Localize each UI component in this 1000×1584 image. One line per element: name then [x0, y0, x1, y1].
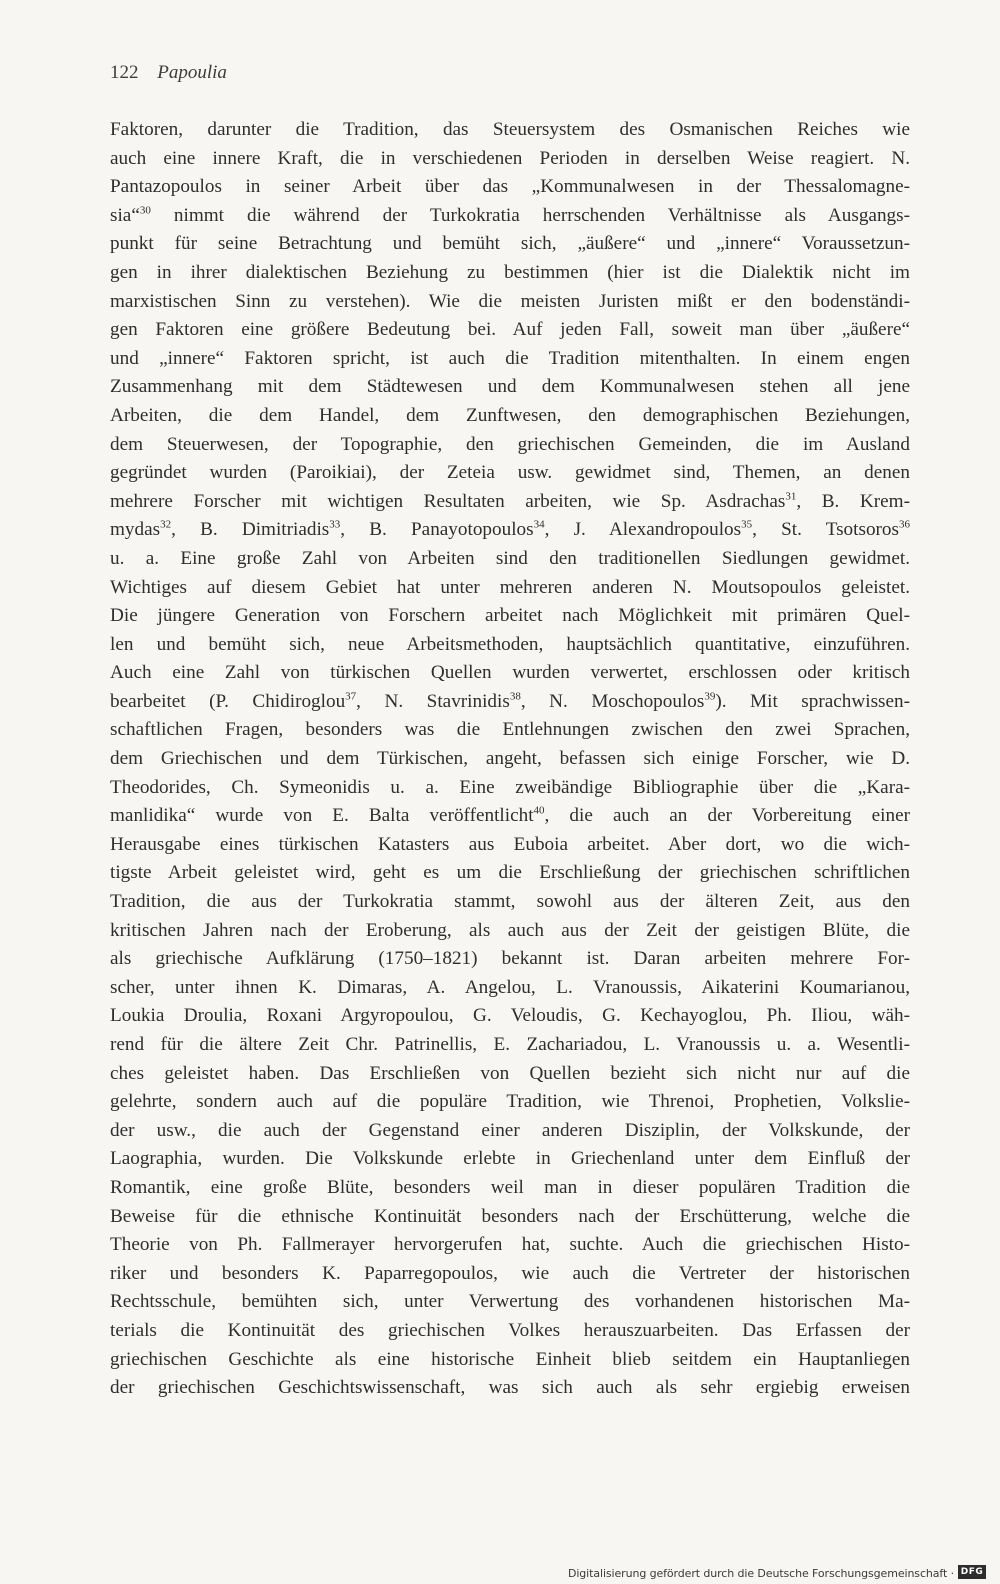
- text-line: [110, 1174, 910, 1203]
- text-line: [110, 917, 910, 946]
- text-run: dem Steuerwesen, der Topographie, den griechischen Gemeinden, die im Ausland: [110, 433, 910, 455]
- text-run: gen Faktoren eine größere Bedeutung bei. Auf jeden Fall, soweit man über „äußere“: [110, 319, 910, 341]
- footnote-marker: 39: [704, 690, 716, 703]
- text-run: mydas: [110, 519, 161, 541]
- text-run: terials die Kontinuität des griechischen Volkes herauszuarbeiten. Das Erfassen der: [110, 1319, 910, 1341]
- text-line: [110, 145, 910, 174]
- text-line: [110, 716, 910, 745]
- text-line: [110, 1231, 910, 1260]
- digitization-credit: Digitalisierung gefördert durch die Deutsche Forschungsgemeinschaft ·: [567, 1567, 954, 1580]
- text-line: [110, 831, 910, 860]
- text-line: [110, 1145, 910, 1174]
- text-line: [110, 888, 910, 917]
- footnote-marker: 36: [899, 518, 910, 531]
- text-line: [110, 659, 910, 688]
- text-run: ). Mit sprachwissen-: [715, 690, 911, 712]
- text-line: [110, 631, 910, 660]
- text-line: [110, 202, 910, 231]
- text-run: Tradition, die aus der Turkokratia stammt, sowohl aus der älteren Zeit, aus den: [110, 891, 910, 913]
- text-run: , J. Alexandropoulos: [544, 519, 742, 541]
- text-line: [110, 488, 910, 517]
- text-run: griechischen Geschichte als eine historische Einheit blieb seitdem ein Hauptanliegen: [110, 1348, 910, 1370]
- footnote-marker: 32: [160, 518, 172, 531]
- text-run: der griechischen Geschichtswissenschaft, was sich auch als sehr ergiebig erweisen: [110, 1377, 910, 1399]
- text-line: [110, 1374, 910, 1403]
- text-line: [110, 1088, 910, 1117]
- text-line: [110, 859, 910, 888]
- text-run: Rechtsschule, bemühten sich, unter Verwertung des vorhandenen historischen Ma-: [110, 1291, 910, 1313]
- text-line: [110, 945, 910, 974]
- footnote-marker: 33: [329, 518, 341, 531]
- text-run: Theodorides, Ch. Symeonidis u. a. Eine zweibändige Bibliographie über die „Kara-: [110, 776, 910, 798]
- text-line: [110, 431, 910, 460]
- footnote-marker: 34: [533, 518, 545, 531]
- text-line: [110, 402, 910, 431]
- text-run: manlidika“ wurde von E. Balta veröffentlicht: [110, 805, 534, 827]
- text-line: [110, 345, 910, 374]
- text-run: Beweise für die ethnische Kontinuität besonders nach der Erschütterung, welche die: [110, 1205, 910, 1227]
- text-run: rend für die ältere Zeit Chr. Patrinellis, E. Zachariadou, L. Vranoussis u. a. Wesentli-: [110, 1034, 910, 1055]
- text-line: [110, 516, 910, 545]
- text-line: [110, 688, 910, 717]
- text-line: [110, 1002, 910, 1031]
- text-run: Herausgabe eines türkischen Katasters aus Euboia arbeitet. Aber dort, wo die wich-: [110, 833, 910, 855]
- text-run: mehrere Forscher mit wichtigen Resultaten arbeiten, wie Sp. Asdrachas: [110, 490, 786, 512]
- text-line: [110, 1203, 910, 1232]
- text-run: Laographia, wurden. Die Volkskunde erlebte in Griechenland unter dem Einfluß der: [110, 1148, 910, 1170]
- text-line: [110, 459, 910, 488]
- text-line: [110, 230, 910, 259]
- text-run: dem Griechischen und dem Türkischen, angeht, befassen sich einige Forscher, wie D.: [110, 748, 910, 770]
- text-line: [110, 574, 910, 603]
- text-run: , B. Krem-: [796, 490, 910, 512]
- page-number: 122: [110, 62, 139, 83]
- text-line: [110, 116, 910, 145]
- text-line: [110, 1117, 910, 1146]
- footnote-marker: 37: [345, 690, 357, 703]
- text-line: [110, 173, 910, 202]
- text-run: , B. Panayotopoulos: [340, 519, 534, 541]
- text-line: [110, 745, 910, 774]
- text-run: , B. Dimitriadis: [171, 519, 330, 541]
- text-run: Theorie von Ph. Fallmerayer hervorgerufen hat, suchte. Auch die griechischen Histo-: [110, 1234, 910, 1256]
- text-run: nimmt die während der Turkokratia herrschenden Verhältnisse als Ausgangs-: [150, 204, 910, 226]
- text-run: kritischen Jahren nach der Eroberung, als auch aus der Zeit der geistigen Blüte, die: [110, 919, 910, 941]
- text-run: , N. Moschopoulos: [520, 690, 705, 712]
- text-run: , St. Tsotsoros: [752, 519, 899, 541]
- running-title: Papoulia: [157, 62, 227, 83]
- text-run: ches geleistet haben. Das Erschließen von Quellen bezieht sich nicht nur auf die: [110, 1062, 910, 1084]
- text-line: [110, 1260, 910, 1289]
- text-line: [110, 316, 910, 345]
- text-run: , die auch an der Vorbereitung einer: [544, 805, 910, 827]
- text-line: [110, 1317, 910, 1346]
- text-line: [110, 974, 910, 1003]
- text-run: scher, unter ihnen K. Dimaras, A. Angelou, L. Vranoussis, Aikaterini Koumarianou,: [110, 976, 910, 998]
- body-text: [110, 116, 910, 1403]
- text-run: der usw., die auch der Gegenstand einer anderen Disziplin, der Volkskunde, der: [110, 1119, 910, 1141]
- text-run: len und bemüht sich, neue Arbeitsmethoden, hauptsächlich quantitative, einzuführen.: [110, 633, 910, 655]
- text-line: [110, 1060, 910, 1089]
- text-run: Faktoren, darunter die Tradition, das Steuersystem des Osmanischen Reiches wie: [110, 119, 910, 140]
- text-run: schaftlichen Fragen, besonders was die Entlehnungen zwischen den zwei Sprachen,: [110, 719, 910, 741]
- text-line: [110, 259, 910, 288]
- text-run: u. a. Eine große Zahl von Arbeiten sind den traditionellen Siedlungen gewidmet.: [110, 547, 910, 569]
- dfg-logo-icon: DFG: [958, 1565, 986, 1579]
- text-run: Wichtiges auf diesem Gebiet hat unter mehreren anderen N. Moutsopoulos geleistet.: [110, 576, 910, 598]
- text-run: bearbeitet (P. Chidiroglou: [110, 690, 346, 712]
- text-run: Arbeiten, die dem Handel, dem Zunftwesen, den demographischen Beziehungen,: [110, 404, 910, 426]
- text-run: Pantazopoulos in seiner Arbeit über das „Kommunalwesen in der Thessalomagne-: [110, 176, 910, 198]
- text-line: [110, 602, 910, 631]
- text-run: Romantik, eine große Blüte, besonders weil man in dieser populären Tradition die: [110, 1176, 910, 1198]
- running-head: [110, 62, 227, 84]
- footnote-marker: 31: [785, 490, 797, 503]
- text-run: gelehrte, sondern auch auf die populäre Tradition, wie Threnoi, Prophetien, Volkslie-: [110, 1091, 910, 1113]
- text-run: Zusammenhang mit dem Städtewesen und dem Kommunalwesen stehen all jene: [110, 376, 910, 398]
- text-line: [110, 1031, 910, 1060]
- text-run: , N. Stavrinidis: [356, 690, 510, 712]
- footnote-marker: 40: [533, 804, 545, 817]
- footnote-marker: 35: [741, 518, 753, 531]
- text-run: tigste Arbeit geleistet wird, geht es um die Erschließung der griechischen schriftlichen: [110, 862, 910, 884]
- text-run: gen in ihrer dialektischen Beziehung zu bestimmen (hier ist die Dialektik nicht im: [110, 261, 910, 283]
- text-line: [110, 288, 910, 317]
- footnote-marker: 38: [509, 690, 521, 703]
- text-line: [110, 1346, 910, 1375]
- text-run: Auch eine Zahl von türkischen Quellen wurden verwertet, erschlossen oder kritisch: [110, 662, 910, 684]
- footnote-marker: 30: [139, 204, 151, 217]
- text-run: Loukia Droulia, Roxani Argyropoulou, G. Veloudis, G. Kechayoglou, Ph. Iliou, wäh-: [110, 1005, 910, 1027]
- text-run: riker und besonders K. Paparregopoulos, wie auch die Vertreter der historischen: [110, 1262, 910, 1284]
- text-line: [110, 774, 910, 803]
- text-run: und „innere“ Faktoren spricht, ist auch die Tradition mitenthalten. In einem engen: [110, 347, 910, 369]
- text-line: [110, 545, 910, 574]
- text-run: Die jüngere Generation von Forschern arbeitet nach Möglichkeit mit primären Quel-: [110, 605, 910, 627]
- text-run: gegründet wurden (Paroikiai), der Zeteia usw. gewidmet sind, Themen, an denen: [110, 462, 910, 484]
- text-line: [110, 1288, 910, 1317]
- text-run: sia“: [110, 204, 140, 226]
- text-run: punkt für seine Betrachtung und bemüht sich, „äußere“ und „innere“ Voraussetzun-: [110, 233, 910, 255]
- text-line: [110, 802, 910, 831]
- text-line: [110, 373, 910, 402]
- text-run: marxistischen Sinn zu verstehen). Wie die meisten Juristen mißt er den bodenständi-: [110, 290, 910, 312]
- text-run: als griechische Aufklärung (1750–1821) bekannt ist. Daran arbeiten mehrere For-: [110, 948, 910, 970]
- text-run: auch eine innere Kraft, die in verschiedenen Perioden in derselben Weise reagiert. N.: [110, 147, 910, 169]
